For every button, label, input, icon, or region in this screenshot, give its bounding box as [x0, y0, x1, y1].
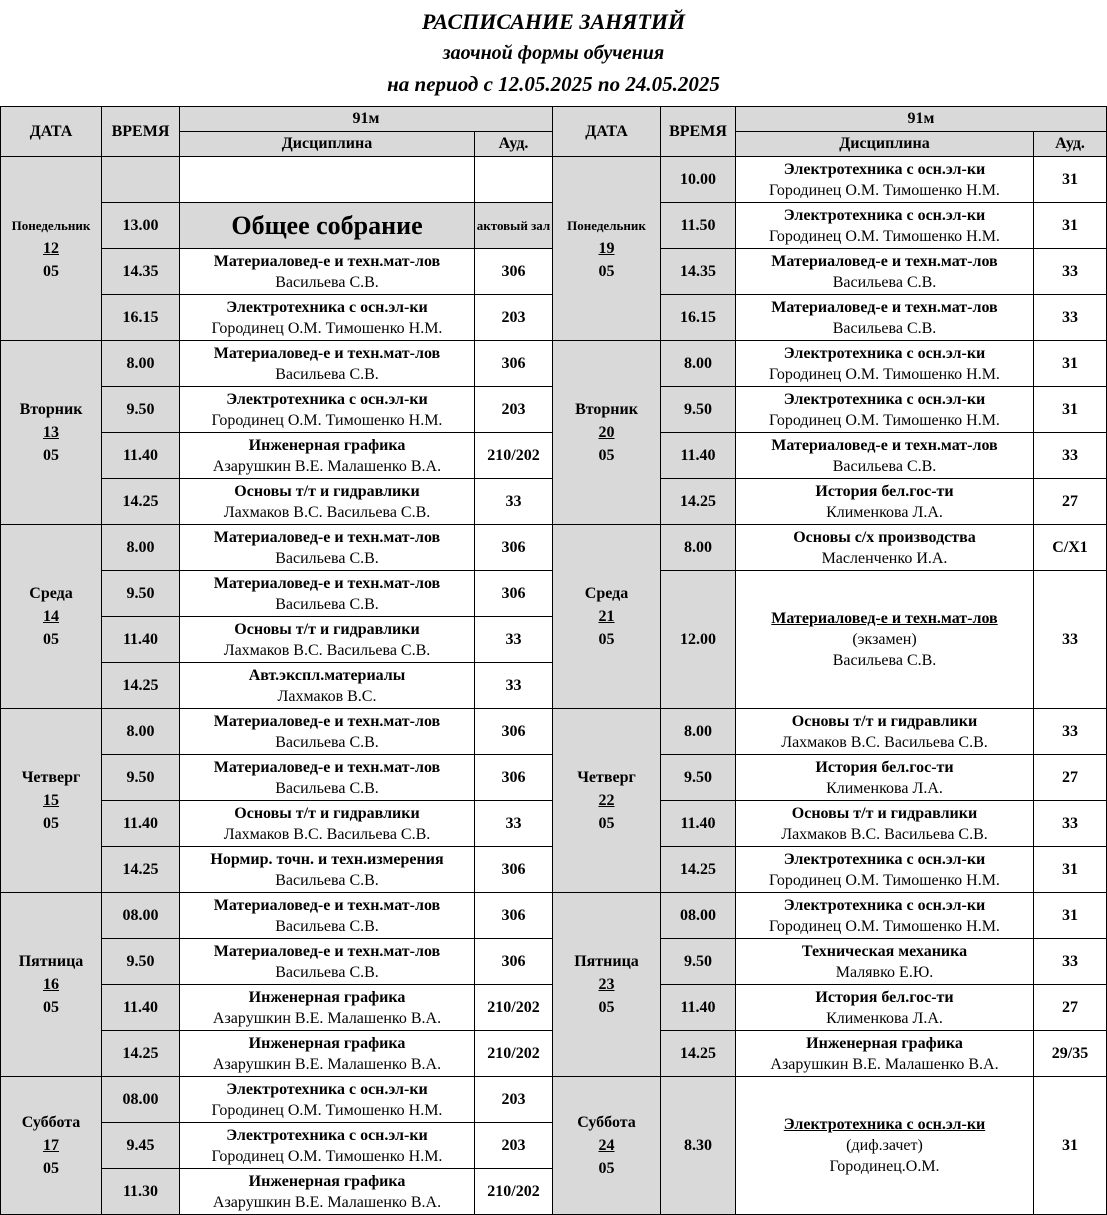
date-header: ДАТА [1, 107, 102, 157]
time-cell: 11.30 [102, 1169, 180, 1215]
room-cell: 306 [475, 939, 553, 985]
room-cell: 203 [475, 1123, 553, 1169]
day-cell [1, 525, 102, 709]
day-number: 12 [43, 240, 59, 257]
day-name: Среда [29, 585, 73, 602]
day-month: 05 [43, 631, 59, 648]
teacher-name: Лахмаков В.С. Васильева С.В. [223, 641, 431, 659]
discipline-cell [180, 387, 475, 433]
discipline-header: Дисциплина [736, 132, 1034, 157]
time-header: ВРЕМЯ [661, 107, 736, 157]
subject-name: История бел.гос-ти [815, 482, 954, 500]
discipline-cell [180, 1123, 475, 1169]
day-cell [1, 341, 102, 525]
day-number: 22 [598, 792, 615, 809]
time-cell: 8.30 [661, 1077, 736, 1215]
day-month: 05 [43, 447, 59, 464]
discipline-cell [736, 525, 1034, 571]
subject-name: Электротехника с осн.эл-ки [783, 1116, 986, 1133]
discipline-cell [180, 801, 475, 847]
subject-name: Материаловед-е и техн.мат-лов [213, 896, 441, 914]
time-cell: 8.00 [661, 525, 736, 571]
discipline-cell [180, 663, 475, 709]
time-cell: 08.00 [102, 893, 180, 939]
room-cell: 33 [1034, 249, 1107, 295]
teacher-name: Васильева С.В. [275, 549, 379, 567]
teacher-name: Васильева С.В. [275, 273, 379, 291]
time-cell [102, 157, 180, 203]
day-name: Суббота [577, 1114, 636, 1131]
room-cell: 203 [475, 387, 553, 433]
subject-name: Материаловед-е и техн.мат-лов [771, 298, 998, 316]
discipline-cell [736, 157, 1034, 203]
day-number: 13 [43, 424, 59, 441]
schedule-row [1, 157, 1107, 203]
schedule-title: РАСПИСАНИЕ ЗАНЯТИЙ [421, 9, 686, 34]
teacher-name: Васильева С.В. [275, 871, 379, 889]
teacher-name: Клименкова Л.А. [826, 1009, 943, 1027]
discipline-cell [736, 203, 1034, 249]
room-cell: 31 [1034, 341, 1107, 387]
time-cell: 14.25 [661, 847, 736, 893]
discipline-cell: Общее собрание [180, 203, 475, 249]
teacher-name: Малявко Е.Ю. [835, 963, 934, 981]
subject-name: Основы т/т и гидравлики [234, 804, 420, 822]
room-cell: 33 [1034, 295, 1107, 341]
time-cell: 8.00 [661, 709, 736, 755]
discipline-cell [736, 341, 1034, 387]
subject-name: История бел.гос-ти [815, 988, 954, 1006]
discipline-cell [180, 479, 475, 525]
teacher-name: Васильева С.В. [832, 319, 937, 337]
room-cell: 31 [1034, 157, 1107, 203]
room-cell: 31 [1034, 1077, 1107, 1215]
time-cell: 14.25 [661, 1031, 736, 1077]
room-header: Ауд. [1034, 132, 1107, 157]
day-name: Среда [584, 585, 629, 602]
time-cell: 14.35 [661, 249, 736, 295]
room-cell: 27 [1034, 479, 1107, 525]
day-name: Суббота [21, 1114, 81, 1131]
subject-name: Материаловед-е и техн.мат-лов [213, 252, 441, 270]
discipline-cell [180, 847, 475, 893]
discipline-cell [736, 985, 1034, 1031]
subject-note: (экзамен) [852, 631, 917, 648]
teacher-name: Васильева С.В. [832, 652, 937, 669]
day-number: 16 [43, 976, 59, 993]
subject-name: Материаловед-е и техн.мат-лов [213, 712, 441, 730]
subject-name: Основы с/х производства [793, 528, 976, 546]
room-cell: 33 [1034, 709, 1107, 755]
time-cell: 9.50 [661, 387, 736, 433]
subject-name: Инженерная графика [248, 436, 406, 454]
discipline-cell [736, 1031, 1034, 1077]
day-number: 20 [598, 424, 615, 441]
discipline-cell [736, 939, 1034, 985]
discipline-cell [180, 939, 475, 985]
room-cell: 210/202 [475, 1031, 553, 1077]
time-cell: 16.15 [102, 295, 180, 341]
room-cell: 33 [475, 663, 553, 709]
room-cell: 31 [1034, 847, 1107, 893]
time-cell: 14.25 [102, 847, 180, 893]
teacher-name: Васильева С.В. [275, 963, 379, 981]
time-cell: 9.50 [661, 939, 736, 985]
day-name: Пятница [574, 953, 639, 970]
room-cell: 306 [475, 893, 553, 939]
discipline-cell [736, 801, 1034, 847]
room-cell: 306 [475, 341, 553, 387]
teacher-name: Городинец О.М. Тимошенко Н.М. [211, 411, 443, 429]
discipline-cell [180, 295, 475, 341]
time-cell: 8.00 [102, 525, 180, 571]
schedule-subtitle: заочной формы обучения [442, 42, 665, 64]
day-month: 05 [43, 263, 59, 280]
subject-name: Электротехника с осн.эл-ки [783, 896, 986, 914]
discipline-cell [180, 433, 475, 479]
subject-name: Инженерная графика [248, 988, 406, 1006]
teacher-name: Лахмаков В.С. Васильева С.В. [781, 733, 988, 751]
room-cell: 306 [475, 571, 553, 617]
day-month: 05 [598, 263, 615, 280]
discipline-cell [180, 985, 475, 1031]
room-cell: 203 [475, 1077, 553, 1123]
room-cell: С/Х1 [1034, 525, 1107, 571]
teacher-name: Городинец О.М. Тимошенко Н.М. [211, 1147, 443, 1165]
subject-name: Электротехника с осн.эл-ки [783, 390, 986, 408]
day-cell [553, 893, 661, 1077]
room-cell: 33 [1034, 571, 1107, 709]
room-cell: 306 [475, 525, 553, 571]
time-cell: 11.40 [661, 985, 736, 1031]
date-header: ДАТА [553, 107, 661, 157]
teacher-name: Городинец О.М. Тимошенко Н.М. [769, 365, 1000, 383]
time-cell: 14.25 [661, 479, 736, 525]
discipline-cell [180, 1031, 475, 1077]
subject-name: Электротехника с осн.эл-ки [226, 390, 428, 408]
day-month: 05 [43, 815, 59, 832]
room-cell: 31 [1034, 203, 1107, 249]
room-cell: 306 [475, 249, 553, 295]
day-cell [553, 341, 661, 525]
room-cell: 31 [1034, 893, 1107, 939]
subject-name: Материаловед-е и техн.мат-лов [213, 574, 441, 592]
room-cell: актовый зал [475, 203, 553, 249]
time-cell: 9.50 [661, 755, 736, 801]
subject-name: Материаловед-е и техн.мат-лов [213, 942, 441, 960]
day-month: 05 [43, 1160, 59, 1177]
time-cell: 11.40 [102, 985, 180, 1031]
discipline-cell [180, 571, 475, 617]
time-cell: 8.00 [102, 709, 180, 755]
day-number: 19 [598, 240, 615, 257]
time-cell: 11.40 [661, 433, 736, 479]
room-cell: 33 [475, 801, 553, 847]
subject-name: Основы т/т и гидравлики [234, 482, 420, 500]
teacher-name: Васильева С.В. [275, 917, 379, 935]
day-month: 05 [598, 631, 615, 648]
teacher-name: Городинец О.М. Тимошенко Н.М. [769, 181, 1000, 199]
subject-name: Основы т/т и гидравлики [791, 804, 978, 822]
discipline-cell [180, 893, 475, 939]
room-cell: 33 [1034, 939, 1107, 985]
time-cell: 08.00 [102, 1077, 180, 1123]
day-number: 24 [598, 1137, 615, 1154]
subject-name: Материаловед-е и техн.мат-лов [213, 758, 441, 776]
teacher-name: Городинец О.М. Тимошенко Н.М. [769, 917, 1000, 935]
subject-name: Инженерная графика [248, 1034, 406, 1052]
teacher-name: Васильева С.В. [275, 365, 379, 383]
discipline-cell [180, 755, 475, 801]
teacher-name: Азарушкин В.Е. Малашенко В.А. [212, 1193, 442, 1211]
group-header: 91м [736, 107, 1107, 132]
discipline-cell [180, 709, 475, 755]
day-cell [553, 1077, 661, 1215]
time-cell: 14.25 [102, 663, 180, 709]
time-cell: 11.40 [102, 433, 180, 479]
day-name: Вторник [19, 401, 83, 418]
time-cell: 11.40 [661, 801, 736, 847]
room-cell: 27 [1034, 985, 1107, 1031]
subject-note: (диф.зачет) [846, 1137, 923, 1154]
discipline-cell [736, 387, 1034, 433]
day-name: Четверг [21, 769, 81, 786]
day-cell [553, 709, 661, 893]
subject-name: Материаловед-е и техн.мат-лов [771, 252, 998, 270]
teacher-name: Лахмаков В.С. Васильева С.В. [223, 503, 431, 521]
subject-name: Материаловед-е и техн.мат-лов [213, 528, 441, 546]
room-cell: 210/202 [475, 1169, 553, 1215]
room-cell: 33 [475, 479, 553, 525]
teacher-name: Азарушкин В.Е. Малашенко В.А. [212, 1009, 442, 1027]
schedule-body [1, 107, 1107, 1215]
schedule-row [1, 341, 1107, 387]
teacher-name: Азарушкин В.Е. Малашенко В.А. [212, 457, 442, 475]
room-cell: 210/202 [475, 433, 553, 479]
teacher-name: Масленченко И.А. [821, 549, 948, 567]
room-cell: 306 [475, 755, 553, 801]
subject-name: Электротехника с осн.эл-ки [783, 160, 986, 178]
subject-name: Электротехника с осн.эл-ки [226, 1080, 428, 1098]
discipline-cell [736, 433, 1034, 479]
day-number: 17 [43, 1137, 59, 1154]
teacher-name: Васильева С.В. [275, 595, 379, 613]
day-number: 23 [598, 976, 615, 993]
teacher-name: Азарушкин В.Е. Малашенко В.А. [770, 1055, 999, 1073]
room-cell: 210/202 [475, 985, 553, 1031]
room-header: Ауд. [475, 132, 553, 157]
teacher-name: Городинец.О.М. [829, 1158, 940, 1175]
day-name: Понедельник [11, 218, 91, 233]
time-cell: 08.00 [661, 893, 736, 939]
room-cell: 306 [475, 847, 553, 893]
room-cell: 203 [475, 295, 553, 341]
time-cell: 14.25 [102, 479, 180, 525]
day-name: Понедельник [567, 218, 646, 233]
teacher-name: Васильева С.В. [832, 457, 937, 475]
time-cell: 14.25 [102, 1031, 180, 1077]
discipline-cell [180, 341, 475, 387]
schedule-period: на период с 12.05.2025 по 24.05.2025 [387, 72, 720, 96]
day-month: 05 [598, 815, 615, 832]
time-cell: 8.00 [661, 341, 736, 387]
room-cell: 33 [475, 617, 553, 663]
schedule-header [0, 0, 1107, 104]
time-header: ВРЕМЯ [102, 107, 180, 157]
day-name: Четверг [577, 769, 636, 786]
subject-name: Авт.экспл.материалы [248, 666, 406, 684]
subject-name: Инженерная графика [806, 1034, 963, 1052]
time-cell: 9.50 [102, 939, 180, 985]
time-cell: 8.00 [102, 341, 180, 387]
room-cell: 29/35 [1034, 1031, 1107, 1077]
subject-name: Электротехника с осн.эл-ки [226, 1126, 428, 1144]
teacher-name: Лахмаков В.С. Васильева С.В. [223, 825, 431, 843]
teacher-name: Азарушкин В.Е. Малашенко В.А. [212, 1055, 442, 1073]
header-row [1, 107, 1107, 132]
discipline-cell [736, 479, 1034, 525]
room-cell: 33 [1034, 801, 1107, 847]
schedule-table [0, 106, 1107, 1215]
teacher-name: Васильева С.В. [832, 273, 937, 291]
schedule-row [1, 893, 1107, 939]
time-cell: 9.50 [102, 387, 180, 433]
teacher-name: Клименкова Л.А. [826, 503, 943, 521]
room-cell: 27 [1034, 755, 1107, 801]
schedule-row [1, 525, 1107, 571]
teacher-name: Городинец О.М. Тимошенко Н.М. [211, 319, 443, 337]
discipline-cell [736, 1077, 1034, 1215]
day-month: 05 [598, 999, 615, 1016]
time-cell: 9.50 [102, 571, 180, 617]
teacher-name: Лахмаков В.С. Васильева С.В. [781, 825, 988, 843]
time-cell: 14.35 [102, 249, 180, 295]
time-cell: 10.00 [661, 157, 736, 203]
subject-name: Материаловед-е и техн.мат-лов [771, 610, 998, 627]
day-number: 14 [43, 608, 59, 625]
teacher-name: Васильева С.В. [275, 779, 379, 797]
discipline-cell [736, 709, 1034, 755]
discipline-cell [736, 571, 1034, 709]
discipline-cell [180, 249, 475, 295]
discipline-cell [180, 1169, 475, 1215]
time-cell: 11.50 [661, 203, 736, 249]
discipline-cell [180, 157, 475, 203]
subject-name: Электротехника с осн.эл-ки [783, 206, 986, 224]
subject-name: Электротехника с осн.эл-ки [783, 850, 986, 868]
time-cell: 16.15 [661, 295, 736, 341]
room-cell: 33 [1034, 433, 1107, 479]
teacher-name: Городинец О.М. Тимошенко Н.М. [769, 411, 1000, 429]
day-number: 21 [598, 608, 615, 625]
room-cell [475, 157, 553, 203]
room-cell: 306 [475, 709, 553, 755]
time-cell: 13.00 [102, 203, 180, 249]
discipline-cell [180, 525, 475, 571]
subject-name: Техническая механика [801, 942, 968, 960]
day-name: Вторник [575, 401, 638, 418]
subject-name: Нормир. точн. и техн.измерения [210, 850, 444, 868]
subject-name: Электротехника с осн.эл-ки [783, 344, 986, 362]
discipline-cell [736, 249, 1034, 295]
day-month: 05 [598, 447, 615, 464]
time-cell: 11.40 [102, 801, 180, 847]
teacher-name: Клименкова Л.А. [826, 779, 943, 797]
schedule-row [1, 709, 1107, 755]
day-month: 05 [598, 1160, 615, 1177]
discipline-cell [180, 617, 475, 663]
day-cell [1, 1077, 102, 1215]
day-number: 15 [43, 792, 59, 809]
subject-name: Основы т/т и гидравлики [791, 712, 978, 730]
time-cell: 9.45 [102, 1123, 180, 1169]
day-cell [553, 525, 661, 709]
subject-name: История бел.гос-ти [815, 758, 954, 776]
room-cell: 31 [1034, 387, 1107, 433]
subject-name: Инженерная графика [248, 1172, 406, 1190]
teacher-name: Городинец О.М. Тимошенко Н.М. [769, 227, 1000, 245]
discipline-header: Дисциплина [180, 132, 475, 157]
discipline-cell [736, 755, 1034, 801]
discipline-cell [736, 847, 1034, 893]
time-cell: 11.40 [102, 617, 180, 663]
day-name: Пятница [18, 953, 84, 970]
day-cell [1, 893, 102, 1077]
group-header: 91м [180, 107, 553, 132]
teacher-name: Городинец О.М. Тимошенко Н.М. [769, 871, 1000, 889]
day-cell [1, 157, 102, 341]
subject-name: Основы т/т и гидравлики [234, 620, 420, 638]
day-month: 05 [43, 999, 59, 1016]
teacher-name: Васильева С.В. [275, 733, 379, 751]
subject-name: Электротехника с осн.эл-ки [226, 298, 428, 316]
time-cell: 9.50 [102, 755, 180, 801]
teacher-name: Городинец О.М. Тимошенко Н.М. [211, 1101, 443, 1119]
subject-name: Материаловед-е и техн.мат-лов [771, 436, 998, 454]
schedule-row [1, 1077, 1107, 1123]
time-cell: 12.00 [661, 571, 736, 709]
day-cell [553, 157, 661, 341]
discipline-cell [180, 1077, 475, 1123]
teacher-name: Лахмаков В.С. [277, 687, 377, 705]
subject-name: Материаловед-е и техн.мат-лов [213, 344, 441, 362]
day-cell [1, 709, 102, 893]
discipline-cell [736, 295, 1034, 341]
discipline-cell [736, 893, 1034, 939]
